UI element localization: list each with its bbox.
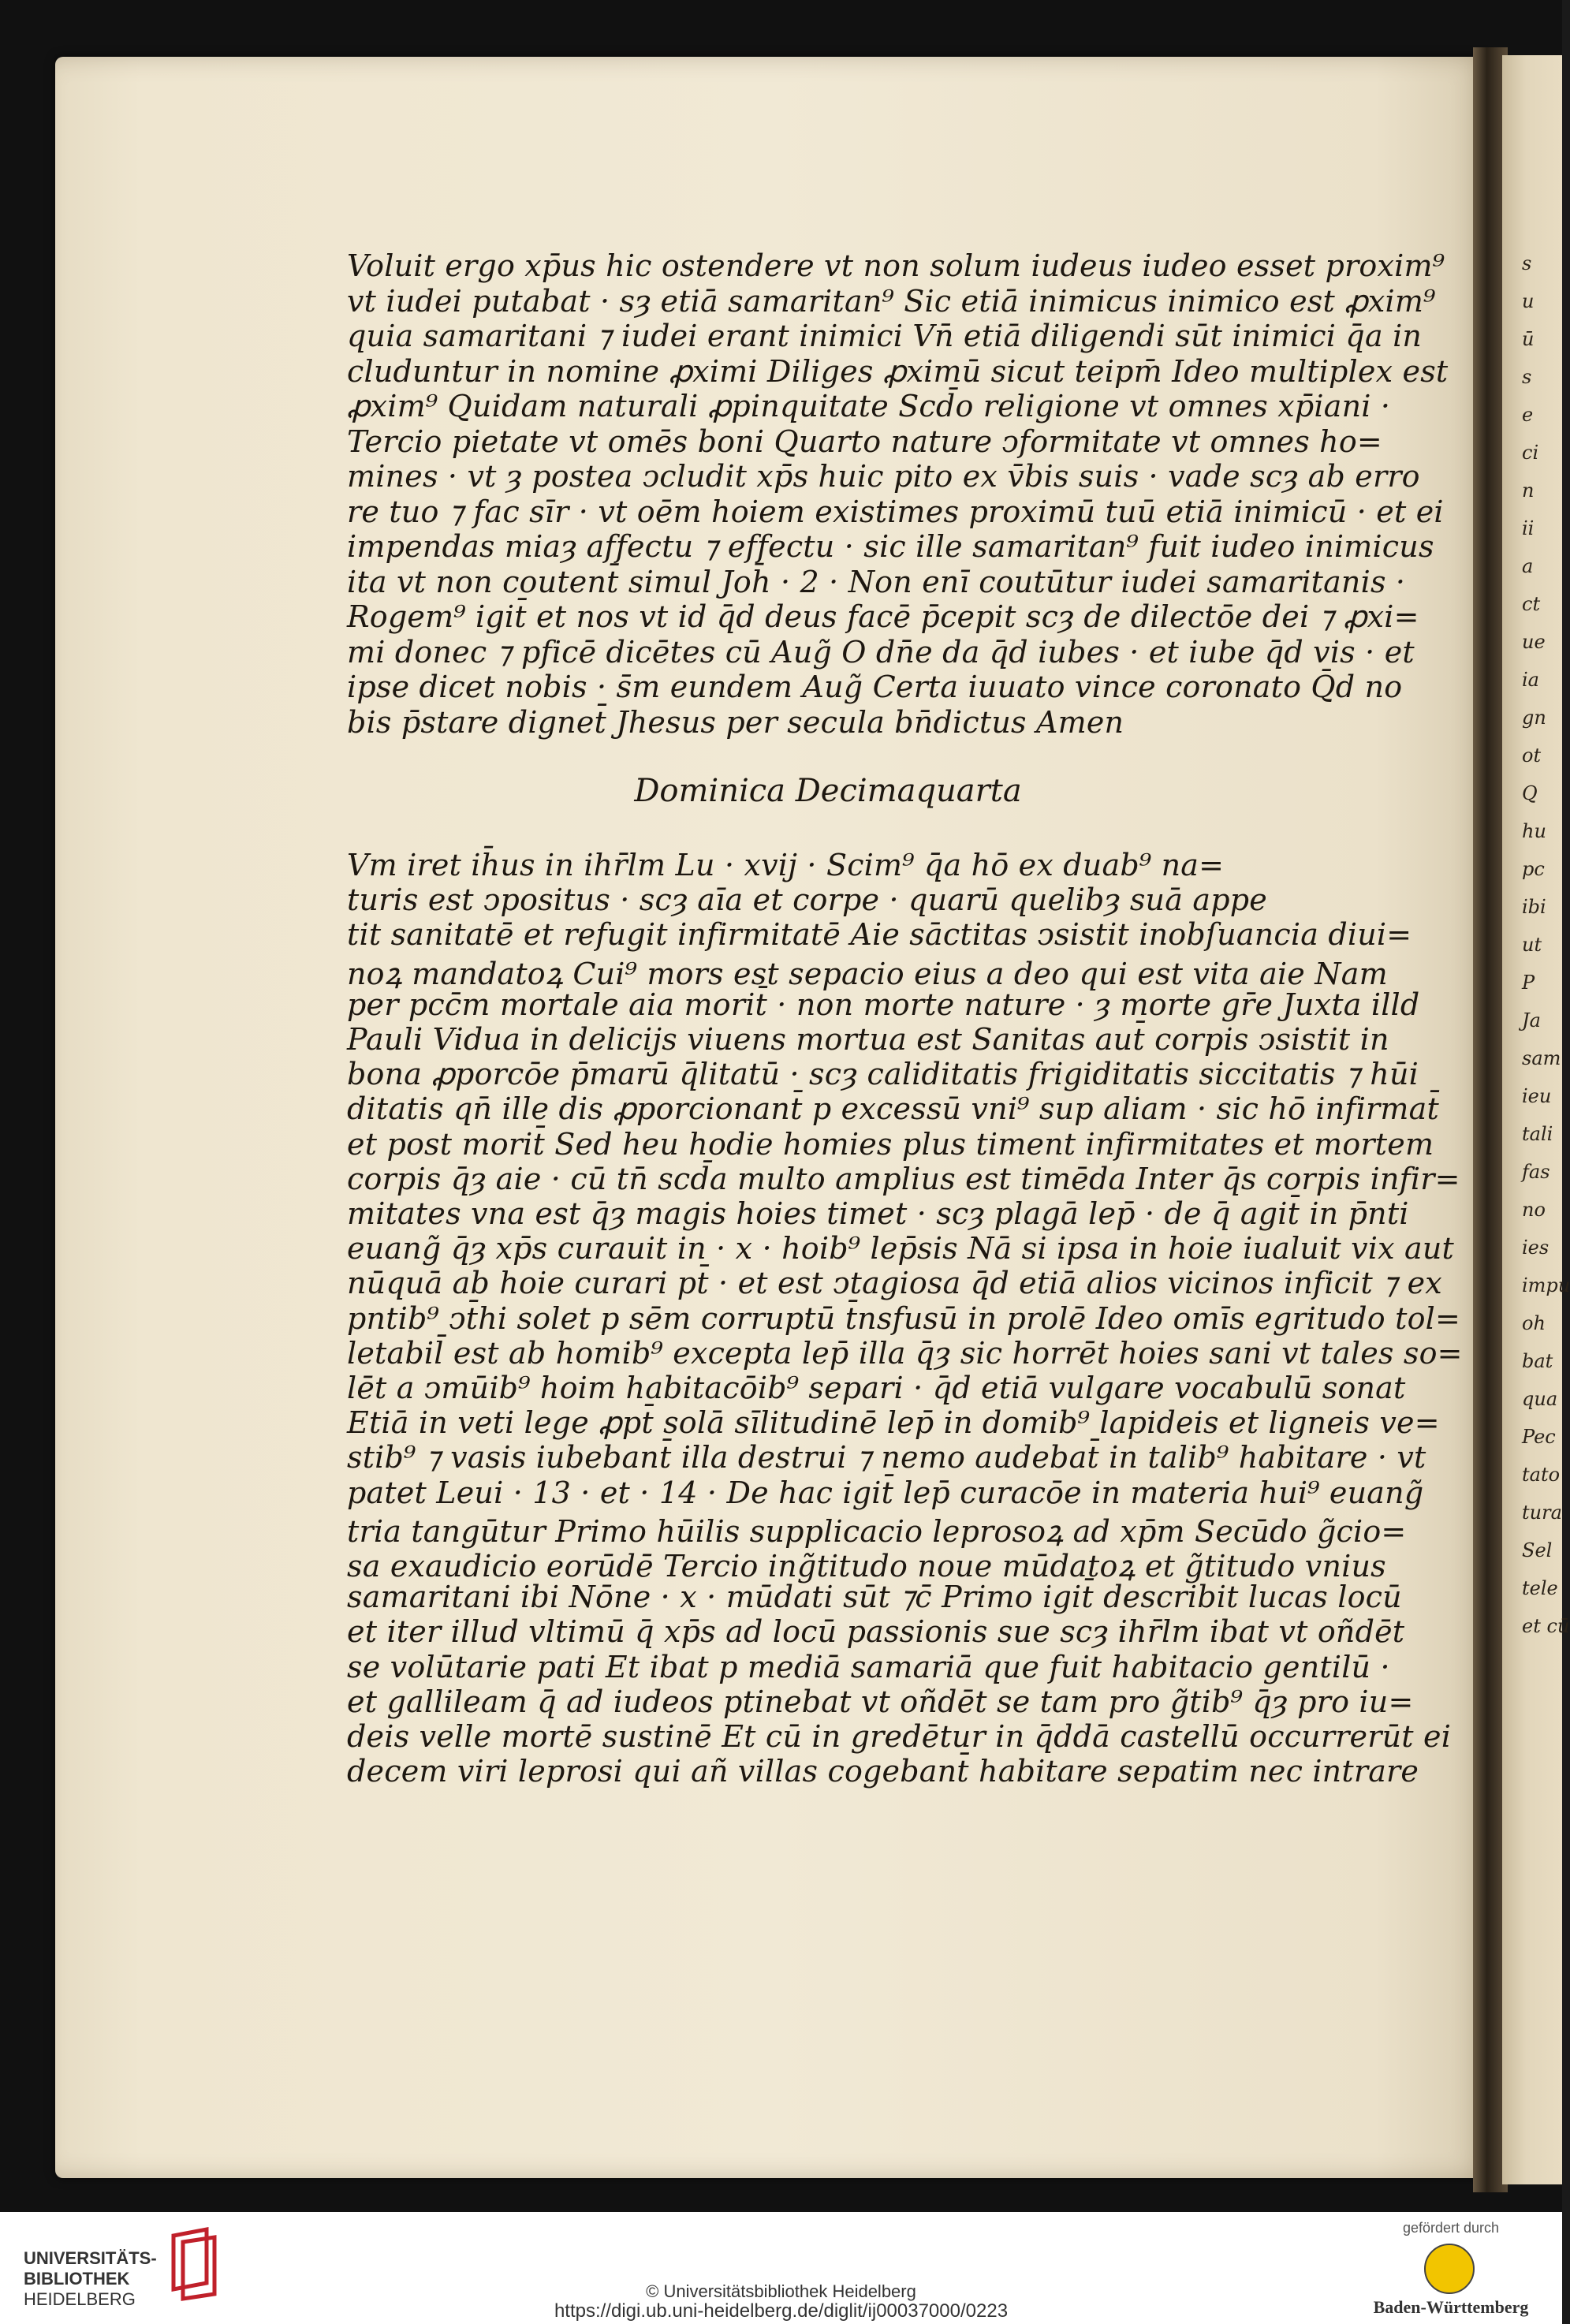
margin-fragment: Ja [1522,1009,1541,1031]
text-line: cluduntur in nomine ꝓximi Diliges ꝓximū sicut teipm̄ Ideo multiplex est [347,353,1449,389]
margin-fragment: n [1522,479,1535,502]
text-line: re tuo ⁊ fac sīr · vt oēm hoiem existimes proximū tuū etiā inimicū · et ei [347,494,1444,529]
margin-fragment: a [1522,555,1534,577]
text-line: pntib⁹ ↄt̄hi solet p sēm corruptū t̄nsfusū in prolē Ideo omīs egritudo tol= [347,1300,1461,1336]
text-line: Vm iret ih̄us in ihr̄lm Lu · xvij · Scim⁹ q̄a hō ex duab⁹ na= [347,848,1225,882]
text-line: Voluit ergo xp̄us hic ostendere vt non solum iudeus iudeo esset proxim⁹ [347,248,1445,283]
text-line: nūquā ab hoie curari pt̄ · et est ↄtagiosa q̄d etiā alios vicinos inficit ⁊ ex [347,1266,1442,1301]
text-line: letabil̄ est ab homib⁹ excepta lep̄ illa q̄ȝ sic horrēt hoies sani vt tales so= [347,1335,1463,1371]
text-line: turis est ↄpositus · scȝ aīa et corpe · quarū quelibȝ suā appe [347,882,1267,918]
text-line: corpis q̄ȝ aie · cū tn̄ scd̄a multo amplius est timēda Inter q̄s corpis infir= [347,1161,1460,1196]
margin-fragment: et cū [1522,1615,1570,1637]
text-line: tit sanitatē et refugit infirmitatē Aie sāctitas ↄsistit inobſuancia diui= [347,917,1412,953]
text-line: Pauli Vidua in delicijs viuens mortua est Sanitas aut̄ corpis ↄsistit in [347,1022,1389,1057]
margin-fragment: impu [1522,1274,1570,1296]
margin-fragment: ies [1522,1237,1549,1259]
margin-fragment: ct [1522,593,1541,615]
text-line: samaritani ibi Nōne · x · mūdati sūt ⁊c̄ Primo igit̄ describit lucas locū [347,1580,1402,1615]
text-line: deis velle mortē sustinē Et cū in gredētur in q̄ddā castellū occurrerūt ei [347,1719,1452,1754]
facing-page-edge [1502,55,1562,2184]
section-heading: Dominica Decimaquarta [634,773,1022,809]
text-line: decem viri leprosi qui añ villas cogebant̄ habitare sepatim nec intrare [347,1754,1419,1789]
margin-fragment: tura [1522,1501,1562,1524]
text-line: ita vt non coutent̄ simul Joh̄ · 2 · Non enī coutūtur iudei samaritanis · [347,564,1406,599]
text-line: bis p̄stare dignet̄ Jhesus per secula bn̄dictus Amen [347,704,1124,740]
copyright-notice: © Universitätsbibliothek Heidelberg [646,2281,916,2301]
page-url-link[interactable]: https://digi.ub.uni-heidelberg.de/diglit/ij00037000/0223 [554,2300,1009,2322]
text-line: tria tangūtur Primo hūilis supplicacio leprosoꝝ ad xp̄m Secūdo g̃cio= [347,1513,1407,1549]
margin-fragment: ot [1522,744,1542,767]
margin-fragment: Sel [1522,1539,1553,1561]
text-line: noꝝ mandatoꝝ Cui⁹ mors est sepacio eius a deo qui est vita aie Nam [347,956,1388,991]
library-name-line-2: BIBLIOTHEK [24,2269,130,2289]
text-line: bona ꝓporcōe p̄marū q̄litatū · scȝ caliditatis frigiditatis siccitatis ⁊ hūi [347,1057,1419,1092]
library-name-line-1: UNIVERSITÄTS- [24,2248,157,2268]
margin-fragment: ii [1522,517,1535,539]
margin-fragment: hu [1522,820,1546,842]
text-line: vt iudei putabat · sȝ etiā samaritan⁹ Sic etiā inimicus inimico est ꝓxim⁹ [347,283,1436,319]
margin-fragment: tele [1522,1577,1558,1599]
text-line: patet Leui · 13 · et · 14 · De hac igit̄ lep̄ curacōe in materia hui⁹ euang̃ [347,1475,1424,1510]
text-line: mines · vt ȝ postea ↄcludit xp̄s huic pito ex v̄bis suis · vade scȝ ab erro [347,459,1420,494]
margin-fragment: P [1522,972,1535,994]
margin-fragment: gn [1522,707,1546,729]
text-line: sa exaudicio eorūdē Tercio ing̃titudo noue mūdatoꝝ et g̃titudo vnius [347,1549,1386,1584]
text-line: et post morit̄ Sed heu hodie homies plus timent infirmitates et mortem [347,1126,1434,1162]
margin-fragment: fas [1522,1161,1550,1183]
margin-fragment: ieu [1522,1085,1552,1107]
margin-fragment: e [1522,404,1534,426]
text-line: mi donec ⁊ pficē dicētes cū Aug̃ O dn̄e da q̄d iubes · et iube q̄d vis · et [347,634,1415,670]
margin-fragment: ibi [1522,896,1546,918]
margin-fragment: sam [1522,1047,1561,1069]
text-line: stib⁹ ⁊ vasis iubebant̄ illa destrui ⁊ nemo audebat̄ in talib⁹ habitare · vt [347,1440,1426,1475]
margin-fragment: u [1522,290,1535,312]
text-line: quia samaritani ⁊ iudei erant inimici Vn̄ etiā diligendi sūt inimici q̄a in [347,319,1423,353]
text-line: Tercio pietate vt omēs boni Quarto nature ↄformitate vt omnes ho= [347,423,1382,459]
text-line: se volūtarie pati Et ibat p mediā samariā que fuit habitacio gentilū · [347,1649,1390,1684]
text-line: ipse dicet nobis · s̄m eundem Aug̃ Certa iuuato vince coronato Q̄d no [347,670,1403,704]
margin-fragment: oh [1522,1312,1546,1334]
margin-fragment: s [1522,252,1532,274]
text-line: lēt a ↄmūib⁹ hoim habitacōib⁹ separi · q̄d etiā vulgare vocabulū sonat [347,1371,1406,1405]
margin-fragment: Q [1522,782,1538,804]
funded-by-label: gefördert durch [1402,2220,1500,2236]
margin-fragment: ū [1522,328,1535,350]
text-line: mitates vna est q̄ȝ magis hoies timet · scȝ plagā lep̄ · de q̄ agit̄ in p̄nti [347,1196,1409,1231]
margin-fragment: bat [1522,1350,1553,1372]
text-line: Etiā in veti lege ꝓpt̄ solā sīlitudinē lep̄ in domib⁹ lapideis et ligneis ve= [347,1405,1440,1441]
text-line: per pcc̄m mortale aia morit̄ · non morte nature · ȝ morte gr̄e Juxta illd [347,987,1420,1022]
text-line: et gallileam q̄ ad iudeos ptinebat vt oñdēt se tam pro g̃tib⁹ q̄ȝ pro iu= [347,1684,1414,1719]
margin-fragment: ia [1522,669,1539,691]
text-line: ditatis qn̄ ille dis ꝓporcionant̄ p excessū vni⁹ sup aliam · sic hō infirmat̄ [347,1091,1439,1127]
margin-fragment: ut [1522,934,1542,956]
text-line: impendas miaȝ affectu ⁊ effectu · sic ille samaritan⁹ fuit iudeo inimicus [347,529,1434,564]
library-name-line-3: HEIDELBERG [24,2289,136,2309]
text-line: Rogem⁹ igit̄ et nos vt id q̄d deus facē p̄cepit scȝ de dilectōe dei ⁊ ꝓxi= [347,599,1419,634]
margin-fragment: Pec [1522,1426,1556,1448]
text-line: euang̃ q̄ȝ xp̄s curauit in · x · hoib⁹ lep̄sis Nā si ipsa in hoie iualuit vix aut [347,1231,1455,1266]
margin-fragment: s [1522,366,1532,388]
margin-fragment: tali [1522,1123,1553,1145]
text-line: et iter illud vltimū q̄ xp̄s ad locū passionis sue scȝ ihr̄lm ibat vt oñdēt [347,1614,1405,1650]
margin-fragment: tato [1522,1464,1561,1486]
margin-fragment: qua [1522,1388,1558,1410]
funder-name[interactable]: Baden-Württemberg [1373,2297,1529,2317]
margin-fragment: pc [1522,858,1545,880]
text-line: ꝓxim⁹ Quidam naturali ꝓpinquitate Scd̄o religione vt omnes xp̄iani · [347,389,1391,423]
margin-fragment: no [1522,1199,1546,1221]
margin-fragment: ci [1522,442,1539,464]
state-crest-icon [1424,2244,1475,2294]
margin-fragment: ue [1522,631,1546,653]
viewer-footer [0,2212,1562,2324]
